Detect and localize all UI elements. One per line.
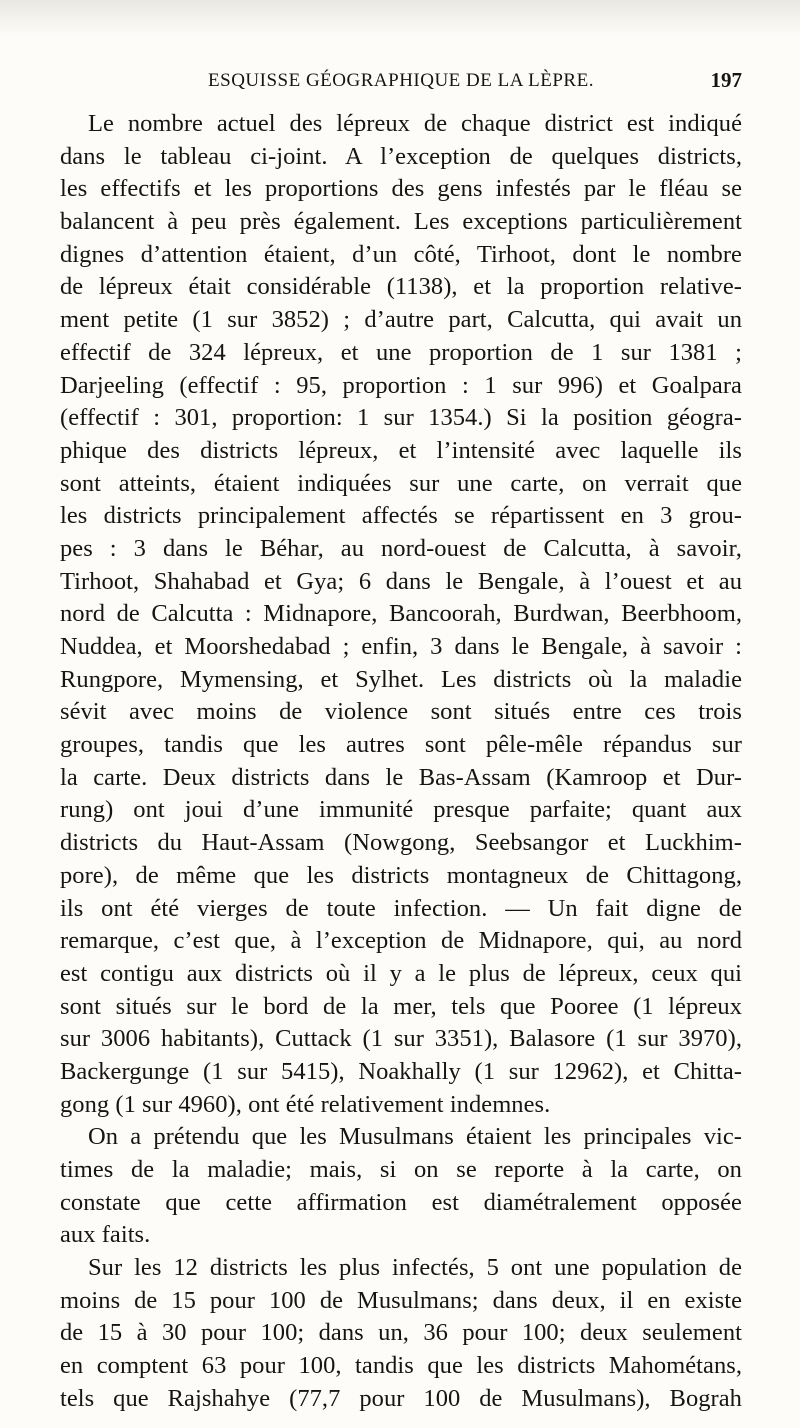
text-line: rung) ont joui d’une immunité presque parfaite; quant aux	[60, 796, 742, 824]
text-line: tels que Rajshahye (77,7 pour 100 de Musulmans), Bograh	[60, 1384, 742, 1412]
text-line: la carte. Deux districts dans le Bas-Assam (Kamroop et Dur-	[60, 763, 742, 791]
text-line: groupes, tandis que les autres sont pêle-mêle répandus sur	[60, 731, 742, 759]
text-line: de lépreux était considérable (1138), et la proportion relative-	[60, 273, 742, 301]
text-line: pore), de même que les districts montagneux de Chittagong,	[60, 861, 742, 889]
text-line: Rungpore, Mymensing, et Sylhet. Les districts où la maladie	[60, 665, 742, 693]
text-line: les districts principalement affectés se répartissent en 3 grou-	[60, 502, 742, 530]
text-line: Nuddea, et Moorshedabad ; enfin, 3 dans le Bengale, à savoir :	[60, 633, 742, 660]
text-line: Tirhoot, Shahabad et Gya; 6 dans le Bengale, à l’ouest et au	[60, 567, 742, 595]
text-line: Darjeeling (effectif : 95, proportion : 1 sur 996) et Goalpara	[60, 371, 742, 399]
page-top-shadow	[0, 0, 800, 38]
text-line: ment petite (1 sur 3852) ; d’autre part, Calcutta, qui avait un	[60, 306, 742, 334]
text-line: remarque, c’est que, à l’exception de Midnapore, qui, au nord	[60, 927, 742, 955]
text-line: times de la maladie; mais, si on se reporte à la carte, on	[60, 1156, 742, 1183]
running-head	[60, 66, 742, 96]
text-line: dignes d’attention étaient, d’un côté, Tirhoot, dont le nombre	[60, 240, 742, 268]
text-line: districts du Haut-Assam (Nowgong, Seebsangor et Luckhim-	[60, 829, 742, 857]
text-line: On a prétendu que les Musulmans étaient les principales vic-	[88, 1123, 742, 1151]
text-line: sont situés sur le bord de la mer, tels que Pooree (1 lépreux	[60, 992, 742, 1020]
text-line: est contigu aux districts où il y a le plus de lépreux, ceux qui	[60, 959, 742, 987]
text-line: phique des districts lépreux, et l’intensité avec laquelle ils	[60, 436, 742, 464]
text-line: Backergunge (1 sur 5415), Noakhally (1 sur 12962), et Chitta-	[60, 1057, 742, 1085]
text-line: pes : 3 dans le Béhar, au nord-ouest de Calcutta, à savoir,	[60, 534, 742, 562]
text-line: les effectifs et les proportions des gens infestés par le fléau se	[60, 175, 742, 203]
body-text	[60, 108, 742, 1416]
text-line: constate que cette affirmation est diamétralement opposée	[60, 1188, 742, 1216]
text-line: moins de 15 pour 100 de Musulmans; dans deux, il en existe	[60, 1286, 742, 1314]
text-line: ils ont été vierges de toute infection. — Un fait digne de	[60, 894, 742, 922]
text-line: sur 3006 habitants), Cuttack (1 sur 3351), Balasore (1 sur 3970),	[60, 1025, 742, 1053]
text-line: balancent à peu près également. Les exceptions particulièrement	[60, 208, 742, 236]
text-line: (effectif : 301, proportion: 1 sur 1354.) Si la position géogra-	[60, 404, 742, 432]
text-line: gong (1 sur 4960), ont été relativement indemnes.	[60, 1090, 551, 1118]
text-line: de 15 à 30 pour 100; dans un, 36 pour 100; deux seulement	[60, 1319, 742, 1347]
text-line: en comptent 63 pour 100, tandis que les districts Mahométans,	[60, 1352, 742, 1380]
text-line: dans le tableau ci-joint. A l’exception de quelques districts,	[60, 142, 742, 170]
text-line: Sur les 12 districts les plus infectés, 5 ont une population de	[88, 1254, 742, 1282]
text-line: sévit avec moins de violence sont situés entre ces trois	[60, 698, 742, 726]
running-title: ESQUISSE GÉOGRAPHIQUE DE LA LÈPRE.	[208, 70, 594, 91]
text-line: effectif de 324 lépreux, et une proportion de 1 sur 1381 ;	[60, 338, 742, 366]
text-line: aux faits.	[60, 1221, 151, 1249]
text-line: nord de Calcutta : Midnapore, Bancoorah, Burdwan, Beerbhoom,	[60, 600, 742, 628]
text-line: Le nombre actuel des lépreux de chaque district est indiqué	[88, 110, 742, 137]
page-number: 197	[710, 68, 742, 92]
text-line: sont atteints, étaient indiquées sur une carte, on verrait que	[60, 469, 742, 497]
